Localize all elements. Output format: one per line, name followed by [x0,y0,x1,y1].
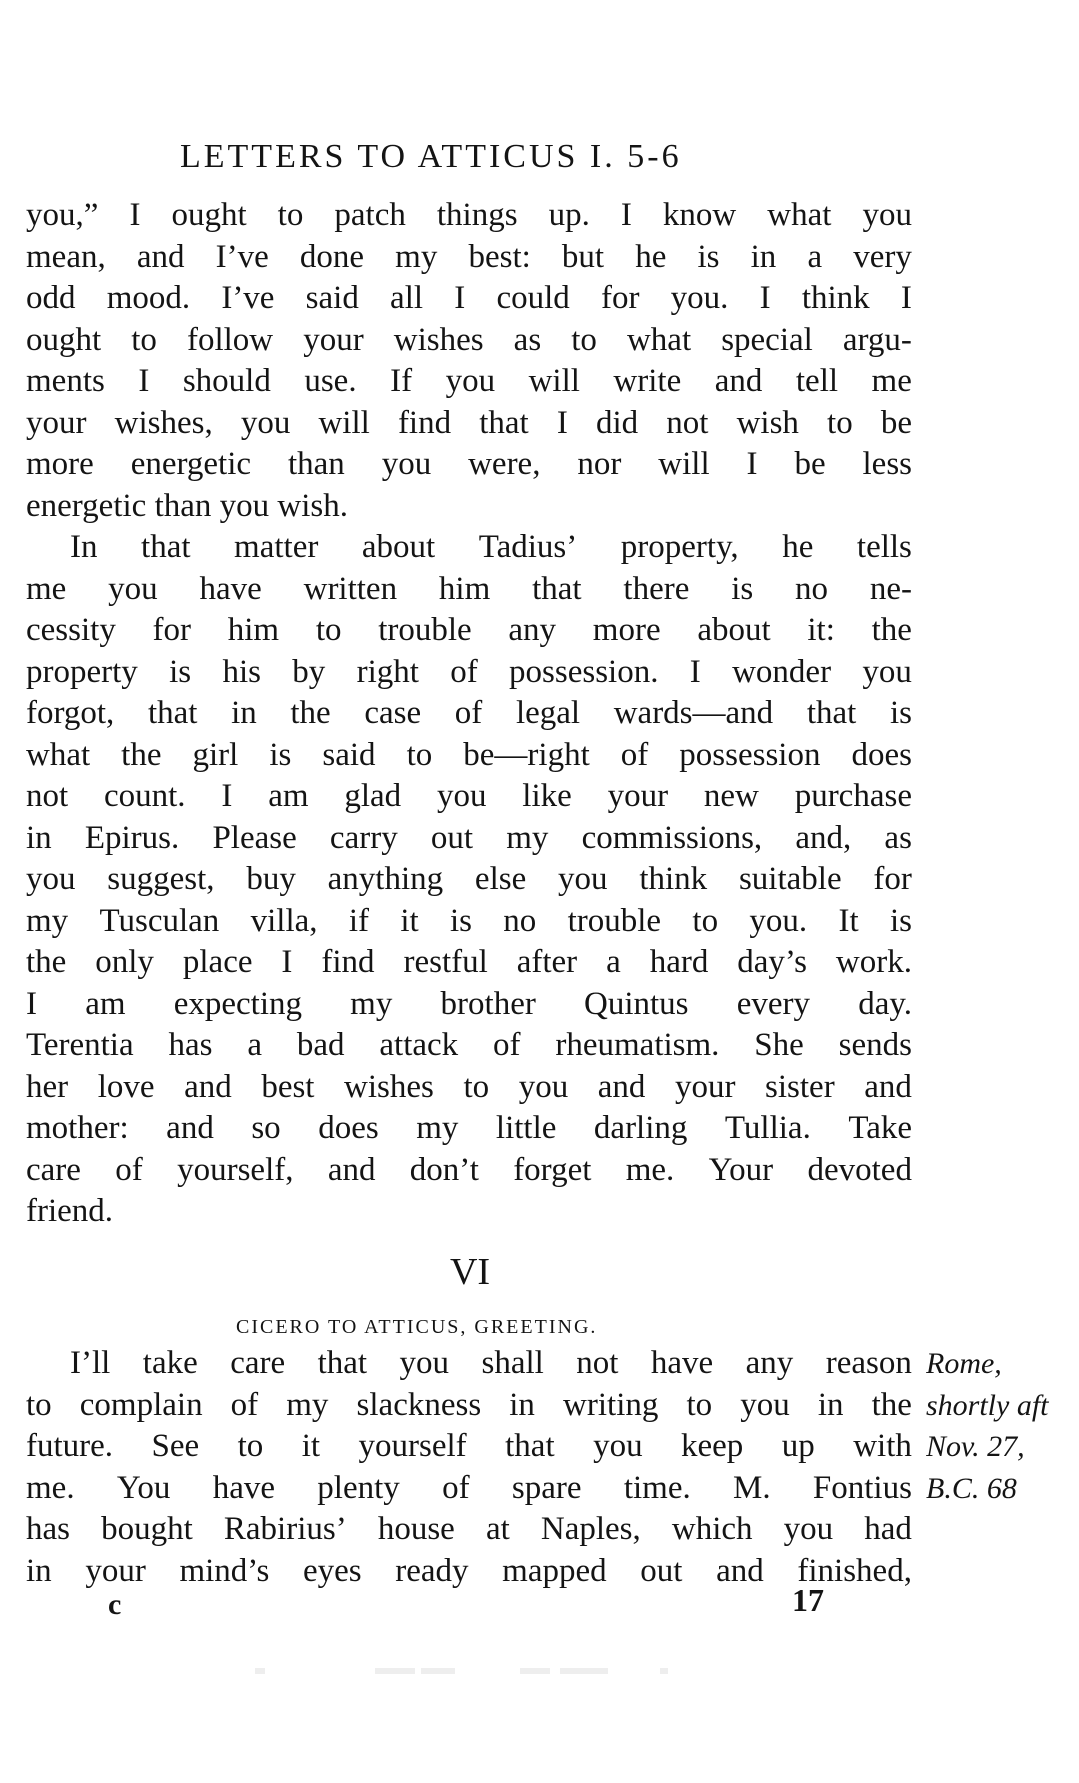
margin-note-line: Nov. 27, [926,1430,1025,1463]
text-line: has bought Rabirius’ house at Naples, which you had [26,1511,912,1547]
text-line: ments I should use. If you will write and tell me [26,363,912,399]
text-line: you,” I ought to patch things up. I know what you [26,197,912,233]
text-line: care of yourself, and don’t forget me. Your devoted [26,1151,912,1188]
section-number: VI [449,1251,491,1293]
text-line: I am expecting my brother Quintus every day. [26,985,912,1022]
text-line: mean, and I’ve done my best: but he is in a very [26,238,912,275]
text-line: not count. I am glad you like your new purchase [26,778,912,814]
text-line: mother: and so does my little darling Tullia. Take [26,1110,912,1146]
text-line: more energetic than you were, nor will I be less [26,446,912,482]
text-line: I’ll take care that you shall not have any reason [70,1345,912,1381]
text-line: you suggest, buy anything else you think suitable for [26,861,912,897]
text-line: your wishes, you will find that I did not wish to be [26,404,912,441]
text-line: cessity for him to trouble any more about it: the [26,612,912,648]
text-line: the only place I find restful after a hard day’s work. [26,944,912,980]
text-line: In that matter about Tadius’ property, he tells [70,529,912,565]
text-line: property is his by right of possession. I wonder you [26,653,912,690]
letter-text [26,1343,912,1592]
passage-text [26,195,912,1233]
text-line: ought to follow your wishes as to what special argu- [26,321,912,358]
text-line: me. You have plenty of spare time. M. Fontius [26,1469,912,1506]
text-line: friend. [26,1193,114,1229]
text-line: my Tusculan villa, if it is no trouble to you. It is [26,902,912,939]
page-number: 17 [792,1582,824,1618]
text-line: what the girl is said to be—right of possession does [26,736,912,773]
text-line: future. See to it yourself that you keep up with [26,1428,912,1464]
section-heading: CICERO TO ATTICUS, GREETING. [236,1316,598,1338]
show-through-marks [255,1665,775,1677]
signature-mark: c [108,1588,122,1621]
margin-note-line: B.C. 68 [926,1471,1017,1505]
text-line: to complain of my slackness in writing to you in the [26,1386,912,1423]
margin-note [926,1343,1076,1509]
margin-note-line: Rome, [926,1347,1002,1380]
text-line: odd mood. I’ve said all I could for you. I think I [26,280,912,316]
text-line: me you have written him that there is no ne- [26,570,912,607]
margin-note-line: shortly aft [926,1388,1049,1422]
text-line: forgot, that in the case of legal wards—and that is [26,695,912,731]
running-head: LETTERS TO ATTICUS I. 5-6 [180,138,682,175]
text-line: in Epirus. Please carry out my commissions, and, as [26,819,912,856]
text-line: in your mind’s eyes ready mapped out and finished, [26,1552,912,1589]
text-line: Terentia has a bad attack of rheumatism. She sends [26,1027,912,1063]
text-line: energetic than you wish. [26,487,348,524]
text-line: her love and best wishes to you and your sister and [26,1068,912,1105]
